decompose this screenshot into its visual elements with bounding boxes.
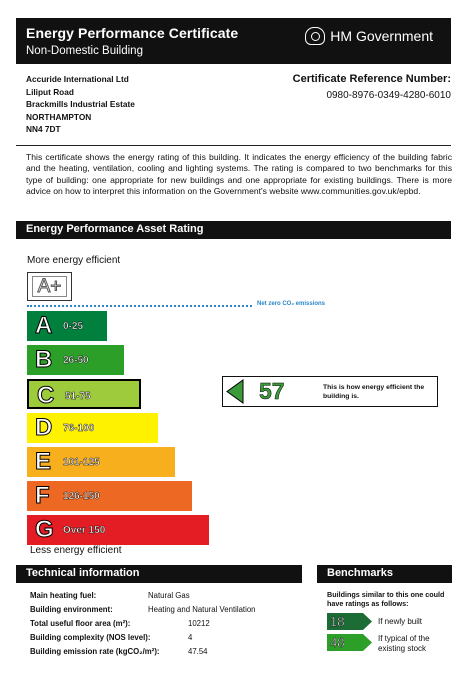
benchmark-caption: If newly built (378, 617, 423, 626)
more-efficient-label: More energy efficient (27, 255, 121, 266)
band-letter: B (35, 346, 53, 373)
address-line: NORTHAMPTON (26, 111, 92, 122)
band-letter: C (37, 382, 55, 409)
less-efficient-label: Less energy efficient (30, 545, 122, 556)
band-f (27, 481, 192, 511)
band-a (27, 311, 107, 341)
address-line: Liliput Road (26, 86, 74, 97)
net-zero-line (27, 305, 252, 307)
technical-value: 10212 (188, 619, 210, 628)
current-rating-marker (222, 376, 438, 407)
band-range: 0-25 (63, 321, 84, 332)
technical-value: 4 (188, 633, 193, 642)
rating-heading (16, 221, 451, 239)
a-plus-label: A+ (32, 276, 67, 297)
technical-key: Main heating fuel: (30, 591, 97, 600)
technical-heading-label: Technical information (26, 567, 140, 579)
band-range: 101-125 (63, 457, 100, 468)
certificate-title: Energy Performance Certificate (26, 25, 239, 41)
band-letter: D (35, 414, 53, 441)
address-line: NN4 7DT (26, 124, 61, 135)
a-plus-band (27, 272, 72, 301)
hm-government-logo (305, 27, 433, 45)
technical-key: Building emission rate (kgCO₂/m²): (30, 647, 160, 656)
certificate-header (16, 18, 451, 64)
address-line: Brackmills Industrial Estate (26, 99, 135, 110)
technical-heading (16, 565, 302, 583)
technical-value: Natural Gas (148, 591, 190, 600)
band-b (27, 345, 124, 375)
technical-value: Heating and Natural Ventilation (148, 605, 256, 614)
benchmarks-heading-label: Benchmarks (327, 567, 394, 579)
band-range: 76-100 (63, 423, 95, 434)
royal-crest-icon (305, 27, 325, 45)
band-range: Over 150 (63, 525, 106, 536)
benchmark-value: 18 (330, 614, 345, 629)
benchmarks-heading (317, 565, 452, 583)
band-letter: F (35, 482, 50, 509)
intro-text: This certificate shows the energy rating of this building. It indicates the energy efficiency of the building fabric and the heating, ventilation, cooling and lighting systems. The rating is compared to two benchmarks for this type of building: one appropriate for new buildings and one appropriate for existing buildings. There is more advice on how to interpret this information on the Government's website www.communities.gov.uk/epbd. (26, 152, 452, 196)
band-letter: E (35, 448, 52, 475)
left-arrow-icon (226, 379, 244, 404)
benchmark-caption: If typical of the existing stock (378, 634, 430, 653)
band-c (27, 379, 141, 409)
band-d (27, 413, 158, 443)
band-range: 26-50 (63, 355, 89, 366)
technical-key: Building environment: (30, 605, 113, 614)
band-letter: G (35, 516, 54, 543)
technical-value: 47.54 (188, 647, 208, 656)
rating-heading-label: Energy Performance Asset Rating (26, 223, 204, 235)
band-e (27, 447, 175, 477)
benchmark-value: 48 (330, 635, 345, 650)
certificate-reference-number: 0980-8976-0349-4280-6010 (326, 90, 451, 101)
band-range: 51-75 (65, 391, 91, 402)
building-address (26, 73, 135, 136)
government-label: HM Government (330, 28, 433, 44)
band-range: 126-150 (63, 491, 100, 502)
certificate-reference-label: Certificate Reference Number: (292, 73, 451, 85)
band-letter: A (35, 312, 53, 339)
technical-key: Total useful floor area (m²): (30, 619, 131, 628)
divider (16, 145, 451, 146)
benchmarks-subtitle: Buildings similar to this one could have ratings as follows: (327, 590, 445, 608)
certificate-subtitle: Non-Domestic Building (26, 45, 143, 57)
technical-key: Building complexity (NOS level): (30, 633, 151, 642)
band-g (27, 515, 209, 545)
current-rating-value: 57 (259, 378, 285, 404)
net-zero-label: Net zero CO₂ emissions (257, 301, 326, 307)
address-line: Accuride International Ltd (26, 74, 129, 84)
current-rating-text: This is how energy efficient the building is. (323, 384, 425, 400)
